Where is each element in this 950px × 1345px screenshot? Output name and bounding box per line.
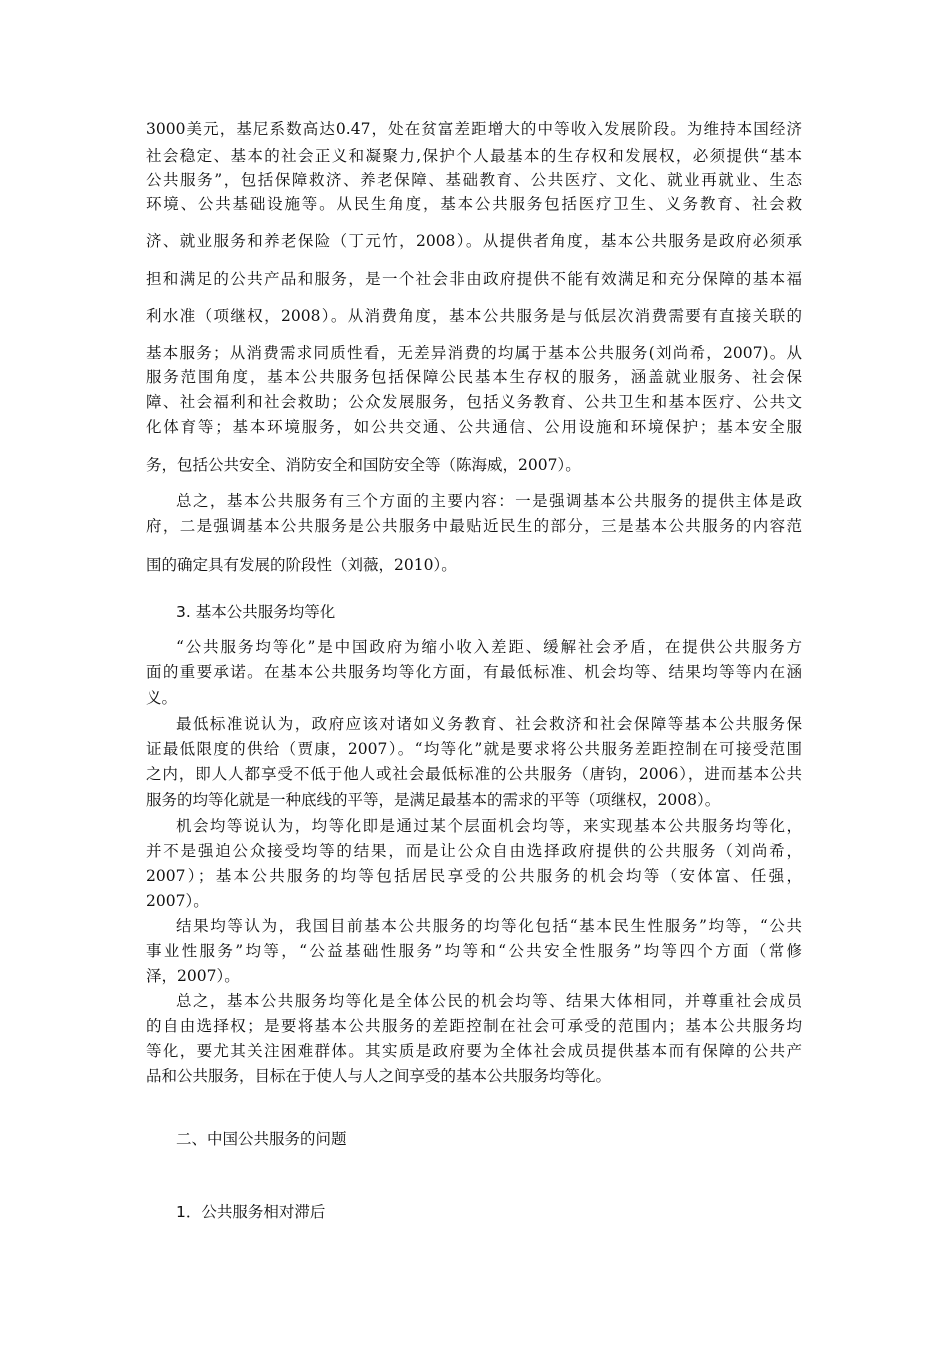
paragraph-line: 证最低限度的供给（贾康，2007）。“均等化”就是要求将公共服务差距控制在可接受范围 (146, 740, 802, 758)
paragraph-line: 品和公共服务，目标在于使人与人之间享受的基本公共服务均等化。 (146, 1067, 612, 1085)
paragraph-line: 服务范围角度，基本公共服务包括保障公民基本生存权的服务，涵盖就业服务、社会保 (146, 368, 802, 386)
paragraph-line: 机会均等说认为，均等化即是通过某个层面机会均等，来实现基本公共服务均等化， (176, 817, 802, 835)
paragraph-line: 事业性服务”均等，“公益基础性服务”均等和“公共安全性服务”均等四个方面（常修 (146, 942, 802, 960)
paragraph-line: 环境、公共基础设施等。从民生角度，基本公共服务包括医疗卫生、义务教育、社会救 (146, 195, 802, 213)
paragraph-line: 总之，基本公共服务有三个方面的主要内容：一是强调基本公共服务的提供主体是政 (176, 492, 802, 510)
paragraph-line: 公共服务”，包括保障救济、养老保障、基础教育、公共医疗、文化、就业再就业、生态 (146, 171, 802, 189)
paragraph-line: 担和满足的公共产品和服务，是一个社会非由政府提供不能有效满足和充分保障的基本福 (146, 270, 802, 288)
paragraph-line: 面的重要承诺。在基本公共服务均等化方面，有最低标准、机会均等、结果均等等内在涵 (146, 663, 802, 681)
paragraph-line: 2007）；基本公共服务的均等包括居民享受的公共服务的机会均等（安体富、任强， (146, 867, 802, 885)
paragraph-line: 总之，基本公共服务均等化是全体公民的机会均等、结果大体相同，并尊重社会成员 (176, 992, 802, 1010)
paragraph-line: 服务的均等化就是一种底线的平等，是满足最基本的需求的平等（项继权，2008）。 (146, 791, 721, 809)
paragraph-line: 并不是强迫公众接受均等的结果，而是让公众自由选择政府提供的公共服务（刘尚希， (146, 842, 802, 860)
paragraph-line: 济、就业服务和养老保险（丁元竹，2008）。从提供者角度，基本公共服务是政府必须承 (146, 232, 802, 250)
paragraph-line: 的自由选择权；是要将基本公共服务的差距控制在社会可承受的范围内；基本公共服务均 (146, 1017, 802, 1035)
paragraph-line: 结果均等认为，我国目前基本公共服务的均等化包括“基本民生性服务”均等，“公共 (176, 917, 802, 935)
paragraph-line: 利水准（项继权，2008）。从消费角度，基本公共服务是与低层次消费需要有直接关联的 (146, 307, 802, 325)
paragraph-line: 务，包括公共安全、消防安全和国防安全等（陈海威，2007）。 (146, 456, 581, 474)
paragraph-line: 2007）。 (146, 892, 209, 910)
paragraph-line: 泽，2007）。 (146, 967, 240, 985)
section-heading: 3. 基本公共服务均等化 (176, 603, 336, 621)
paragraph-line: “公共服务均等化”是中国政府为缩小收入差距、缓解社会矛盾，在提供公共服务方 (176, 638, 802, 656)
paragraph-line: 等化，要尤其关注困难群体。其实质是政府要为全体社会成员提供基本而有保障的公共产 (146, 1042, 802, 1060)
paragraph-line: 府，二是强调基本公共服务是公共服务中最贴近民生的部分，三是基本公共服务的内容范 (146, 517, 802, 535)
chapter-heading: 二、中国公共服务的问题 (176, 1130, 347, 1148)
paragraph-line: 化体育等；基本环境服务，如公共交通、公共通信、公用设施和环境保护；基本安全服 (146, 418, 802, 436)
paragraph-line: 义。 (146, 689, 178, 707)
subsection-heading: 1．公共服务相对滞后 (176, 1203, 326, 1221)
paragraph-line: 最低标准说认为，政府应该对诸如义务教育、社会救济和社会保障等基本公共服务保 (176, 715, 802, 733)
paragraph-line: 社会稳定、基本的社会正义和凝聚力,保护个人最基本的生存权和发展权，必须提供“基本 (146, 147, 802, 165)
paragraph-line: 围的确定具有发展的阶段性（刘薇，2010）。 (146, 556, 457, 574)
paragraph-line: 基本服务；从消费需求同质性看，无差异消费的均属于基本公共服务(刘尚希，2007)。从 (146, 344, 802, 362)
paragraph-line: 3000美元，基尼系数高达0.47，处在贫富差距增大的中等收入发展阶段。为维持本国经济 (146, 120, 802, 138)
paragraph-line: 障、社会福利和社会救助；公众发展服务，包括义务教育、公共卫生和基本医疗、公共文 (146, 393, 802, 411)
paragraph-line: 之内，即人人都享受不低于他人或社会最低标准的公共服务（唐钧，2006），进而基本公共 (146, 765, 802, 783)
